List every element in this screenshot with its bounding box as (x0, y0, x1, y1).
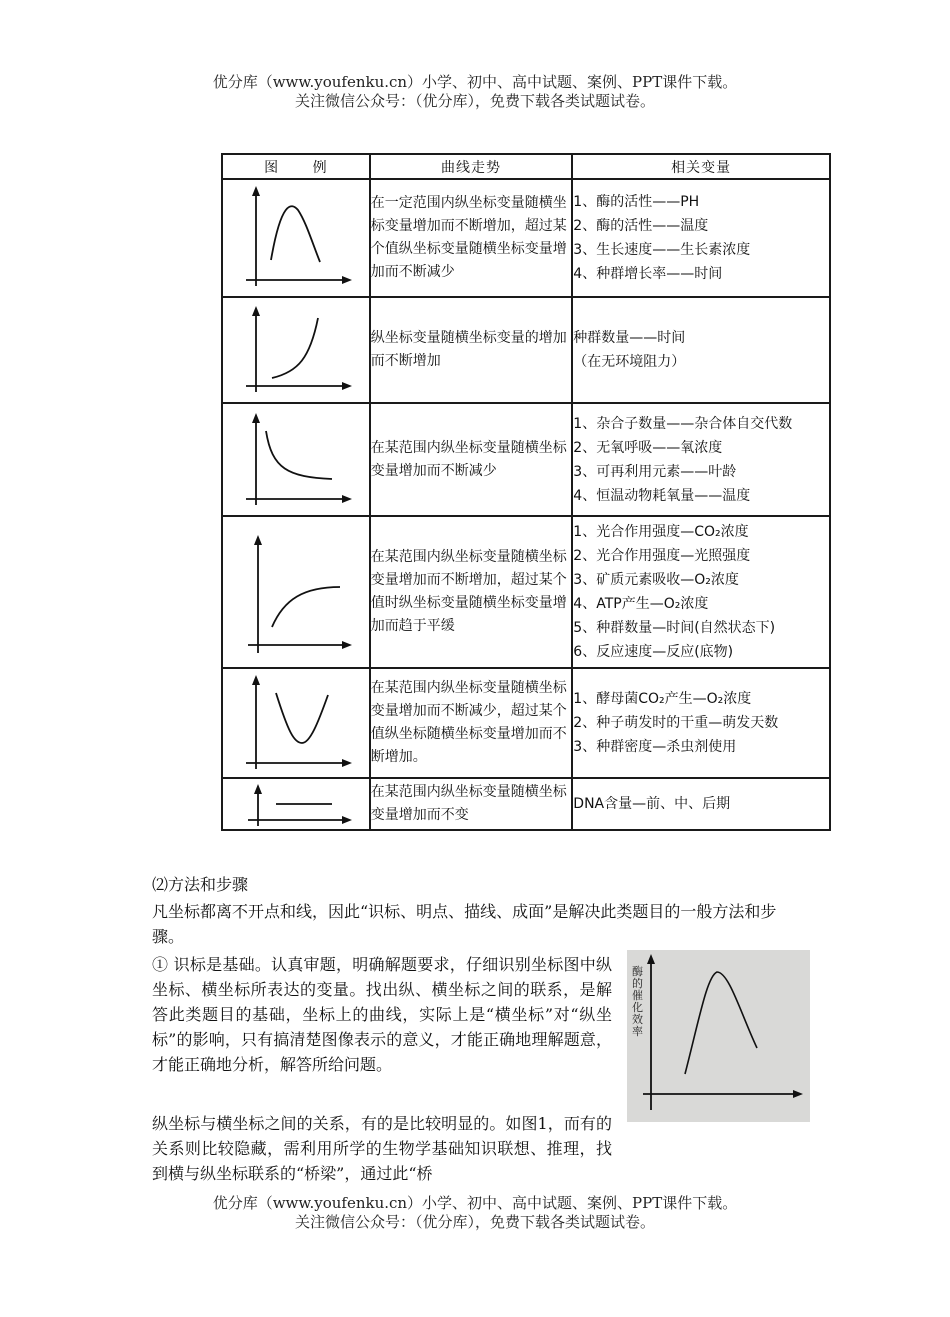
decreasing-curve-graph (236, 407, 356, 513)
footer-line-1: 优分库（www.youfenku.cn）小学、初中、高中试题、案例、PPT课件下载。 (212, 1194, 738, 1212)
var-item: 4、恒温动物耗氧量——温度 (573, 487, 751, 504)
page-footer (0, 1194, 950, 1232)
header-line-2: 关注微信公众号：（优分库），免费下载各类试题试卷。 (294, 92, 655, 110)
u-shaped-curve-graph (236, 671, 356, 775)
header-line-1: 优分库（www.youfenku.cn）小学、初中、高中试题、案例、PPT课件下载。 (212, 73, 738, 91)
trend-text: 在某范围内纵坐标变量随横坐标变量增加而不断增加，超过某个值时纵坐标变量随横坐标变量增加而趋于平缓 (370, 516, 573, 668)
var-item: 3、可再利用元素——叶龄 (573, 463, 737, 480)
vars-list (572, 778, 830, 830)
rise-fall-curve-graph (236, 182, 356, 294)
table-row (222, 297, 830, 403)
var-item: 4、ATP产生—O₂浓度 (573, 596, 709, 612)
var-item: （在无环境阻力） (573, 354, 686, 370)
header-legend: 图 例 (222, 154, 370, 179)
header-trend: 曲线走势 (370, 154, 573, 179)
figure-1-enzyme-efficiency-chart (627, 950, 810, 1122)
footer-line-2: 关注微信公众号：（优分库），免费下载各类试题试卷。 (294, 1213, 655, 1231)
vars-list (572, 297, 830, 403)
var-item: 1、光合作用强度—CO₂浓度 (573, 524, 749, 540)
vars-list (572, 179, 830, 297)
vars-list (572, 516, 830, 668)
table-row (222, 403, 830, 516)
graph-cell (222, 403, 370, 516)
var-item: 1、酵母菌CO₂产生—O₂浓度 (573, 691, 752, 707)
header-vars: 相关变量 (572, 154, 830, 179)
trend-text: 在某范围内纵坐标变量随横坐标变量增加而不断减少，超过某个值纵坐标随横坐标变量增加而不断增加。 (370, 668, 573, 778)
var-item: 2、光合作用强度—光照强度 (573, 548, 751, 564)
var-item: 6、反应速度—反应(底物) (573, 644, 734, 660)
var-item: 种群数量——时间 (573, 330, 686, 346)
saturation-curve-graph (236, 519, 356, 665)
graph-cell (222, 778, 370, 830)
vars-list (572, 403, 830, 516)
vars-list (572, 668, 830, 778)
paragraph: 纵坐标与横坐标之间的关系，有的是比较明显的。如图1，而有的关系则比较隐藏，需利用所学的生物学基础知识联想、推理，找到横与纵坐标联系的“桥梁”，通过此“桥 (152, 1114, 612, 1183)
var-item: 5、种群数量—时间(自然状态下) (573, 620, 776, 636)
var-item: 2、酶的活性——温度 (573, 218, 709, 234)
graph-cell (222, 179, 370, 297)
graph-cell (222, 516, 370, 668)
constant-line-graph (236, 780, 356, 828)
var-item: DNA含量—前、中、后期 (573, 796, 731, 812)
var-item: 1、酶的活性——PH (573, 194, 700, 210)
var-item: 2、无氧呼吸——氧浓度 (573, 439, 723, 456)
var-item: 2、种子萌发时的干重—萌发天数 (573, 715, 779, 731)
page-header (0, 73, 950, 111)
var-item: 3、生长速度——生长素浓度 (573, 242, 751, 258)
figure-1-plot (627, 950, 810, 1122)
trend-text: 在一定范围内纵坐标变量随横坐标变量增加而不断增加，超过某个值纵坐标变量随横坐标变量增加而不断减少 (370, 179, 573, 297)
paragraph: ① 识标是基础。认真审题，明确解题要求，仔细识别坐标图中纵坐标、横坐标所表达的变量。找出纵、横坐标之间的联系，是解答此类题目的基础，坐标上的曲线，实际上是“横坐标”对“纵坐标”的影响，只有搞清楚图像表示的意义，才能正确地理解题意，才能正确地分析，解答所给问题。 (152, 955, 612, 1074)
figure-1-y-axis-label: 酶的催化效率 (632, 965, 643, 1038)
var-item: 3、矿质元素吸收—O₂浓度 (573, 572, 739, 588)
graph-cell (222, 297, 370, 403)
table-row (222, 516, 830, 668)
table-row (222, 668, 830, 778)
table-row (222, 778, 830, 830)
graph-cell (222, 668, 370, 778)
var-item: 3、种群密度—杀虫剂使用 (573, 739, 737, 755)
trend-text: 在某范围内纵坐标变量随横坐标变量增加而不变 (370, 778, 573, 830)
section-title: ⑵方法和步骤 (152, 875, 249, 894)
table-header-row (222, 154, 830, 179)
trend-text: 纵坐标变量随横坐标变量的增加而不断增加 (370, 297, 573, 403)
table-row (222, 179, 830, 297)
curve-table (221, 153, 831, 831)
var-item: 1、杂合子数量——杂合体自交代数 (573, 415, 793, 432)
trend-text: 在某范围内纵坐标变量随横坐标变量增加而不断减少 (370, 403, 573, 516)
exponential-curve-graph (236, 300, 356, 400)
paragraph: 凡坐标都离不开点和线，因此“识标、明点、描线、成面”是解决此类题目的一般方法和步骤。 (152, 902, 777, 946)
var-item: 4、种群增长率——时间 (573, 266, 723, 282)
